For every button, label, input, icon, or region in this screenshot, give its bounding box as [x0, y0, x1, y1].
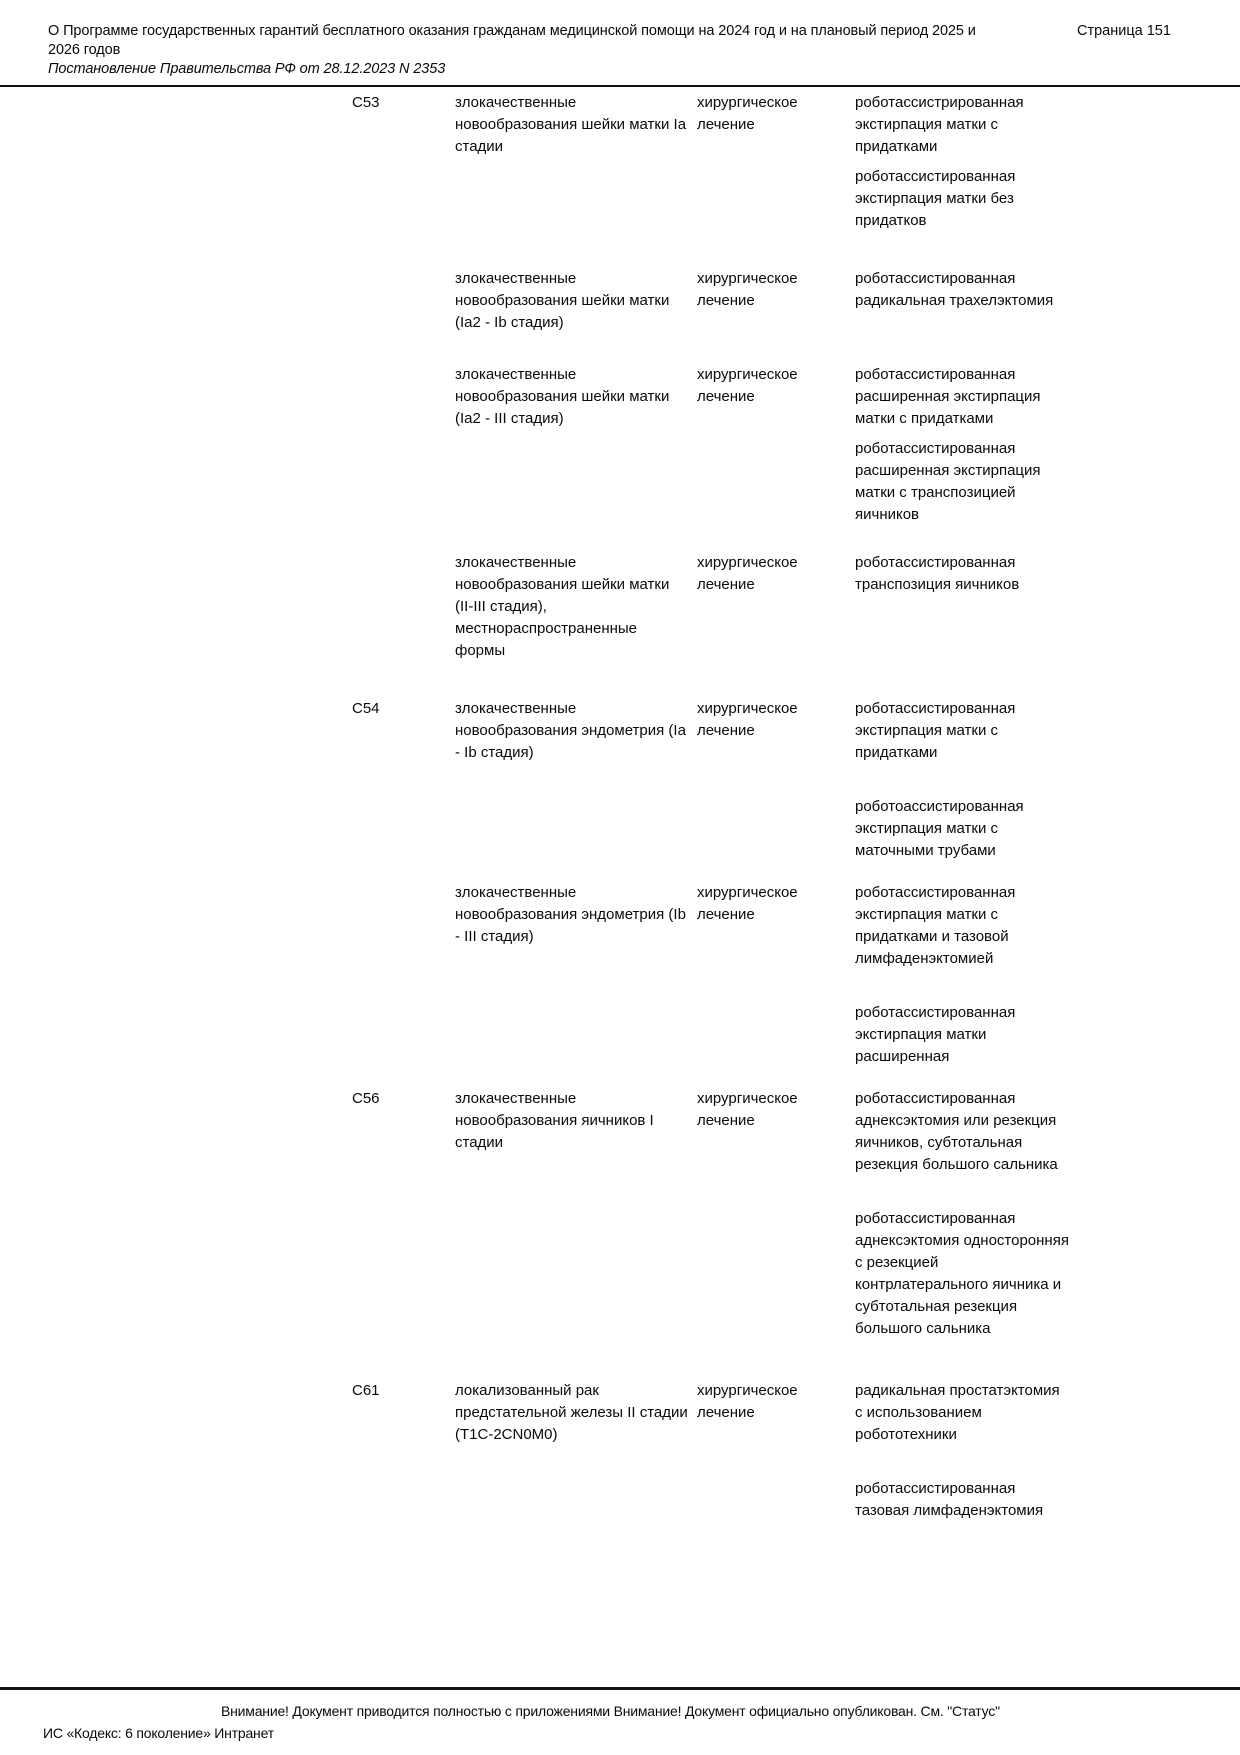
treatment-method-cell: хирургическое лечение — [697, 1382, 798, 1421]
diagnosis-cell: злокачественные новообразования шейки матки (Ia2 - Ib стадия) — [455, 270, 670, 331]
procedure-item: роботассистированная тазовая лимфаденэктомия — [855, 1480, 1044, 1519]
diagnosis-cell: локализованный рак предстательной железы II стадии (T1C-2CN0M0) — [455, 1382, 688, 1443]
procedure-item: роботассистированная аднексэктомия или резекция яичников, субтотальная резекция большого сальника — [855, 1090, 1058, 1173]
table-row — [0, 1088, 1240, 1340]
procedure-item: роботассистированная экстирпация матки с придатками и тазовой лимфаденэктомией — [855, 884, 1016, 967]
treatment-method-cell: хирургическое лечение — [697, 700, 798, 739]
document-subtitle: Постановление Правительства РФ от 28.12.2023 N 2353 — [48, 61, 446, 77]
icd-code: C61 — [352, 1382, 380, 1399]
page-number: Страница 151 — [1077, 23, 1171, 39]
icd-code — [352, 882, 455, 1068]
procedures-cell — [855, 552, 1085, 662]
icd-code: C53 — [352, 94, 380, 111]
table-row — [0, 1380, 1240, 1522]
table-row — [0, 698, 1240, 862]
treatment-method-cell: хирургическое лечение — [697, 1090, 798, 1129]
footer-source: ИС «Кодекс: 6 поколение» Интранет — [43, 1725, 274, 1741]
table-row — [0, 552, 1240, 662]
procedures-table — [0, 92, 1240, 1522]
procedures-cell — [855, 882, 1085, 1068]
icd-code — [352, 364, 455, 526]
procedure-item: роботассистированная аднексэктомия односторонняя с резекцией контрлатерального яичника и субтотальная резекция большого сальника — [855, 1210, 1069, 1337]
treatment-method-cell: хирургическое лечение — [697, 366, 798, 405]
diagnosis-cell: злокачественные новообразования яичников I стадии — [455, 1090, 654, 1151]
procedure-item: роботассистрированная экстирпация матки с придатками — [855, 94, 1024, 155]
icd-code — [352, 552, 455, 662]
procedures-cell — [855, 698, 1085, 862]
procedure-item: роботассистированная экстирпация матки без придатков — [855, 168, 1016, 229]
icd-code: C54 — [352, 700, 380, 717]
icd-code: C56 — [352, 1090, 380, 1107]
document-header — [48, 22, 998, 79]
procedures-cell — [855, 268, 1085, 334]
diagnosis-cell: злокачественные новообразования эндометрия (Ia - Ib стадия) — [455, 700, 686, 761]
treatment-method-cell: хирургическое лечение — [697, 554, 798, 593]
procedure-item: роботоассистированная экстирпация матки с маточными трубами — [855, 798, 1024, 859]
document-title: О Программе государственных гарантий бесплатного оказания гражданам медицинской помощи на 2024 год и на плановый период 2025 и 2026 годов — [48, 23, 976, 58]
icd-code — [352, 268, 455, 334]
diagnosis-cell: злокачественные новообразования эндометрия (Ib - III стадия) — [455, 884, 686, 945]
diagnosis-cell: злокачественные новообразования шейки матки (II-III стадия), местнораспространенные формы — [455, 554, 670, 659]
diagnosis-cell: злокачественные новообразования шейки матки (Ia2 - III стадия) — [455, 366, 670, 427]
procedure-item: роботассистированная экстирпация матки с придатками — [855, 700, 1016, 761]
diagnosis-cell: злокачественные новообразования шейки матки Ia стадии — [455, 94, 687, 155]
header-divider — [0, 85, 1240, 87]
procedures-cell — [855, 1088, 1085, 1340]
procedures-cell — [855, 92, 1085, 232]
footer-notice: Внимание! Документ приводится полностью с приложениями Внимание! Документ официально опубликован. См. "Статус" — [221, 1703, 1000, 1719]
procedure-item: роботассистированная транспозиция яичников — [855, 554, 1020, 593]
treatment-method-cell: хирургическое лечение — [697, 94, 798, 133]
procedure-item: радикальная простатэктомия с использованием робототехники — [855, 1382, 1060, 1443]
procedure-item: роботассистированная экстирпация матки расширенная — [855, 1004, 1016, 1065]
treatment-method-cell: хирургическое лечение — [697, 270, 798, 309]
table-row — [0, 92, 1240, 232]
procedures-cell — [855, 1380, 1085, 1522]
procedure-item: роботассистированная радикальная трахелэктомия — [855, 270, 1054, 309]
footer-divider — [0, 1687, 1240, 1690]
table-row — [0, 268, 1240, 334]
table-row — [0, 364, 1240, 526]
procedures-cell — [855, 364, 1085, 526]
table-row — [0, 882, 1240, 1068]
procedure-item: роботассистированная расширенная экстирпация матки с придатками — [855, 366, 1041, 427]
procedure-item: роботассистированная расширенная экстирпация матки с транспозицией яичников — [855, 440, 1041, 523]
treatment-method-cell: хирургическое лечение — [697, 884, 798, 923]
